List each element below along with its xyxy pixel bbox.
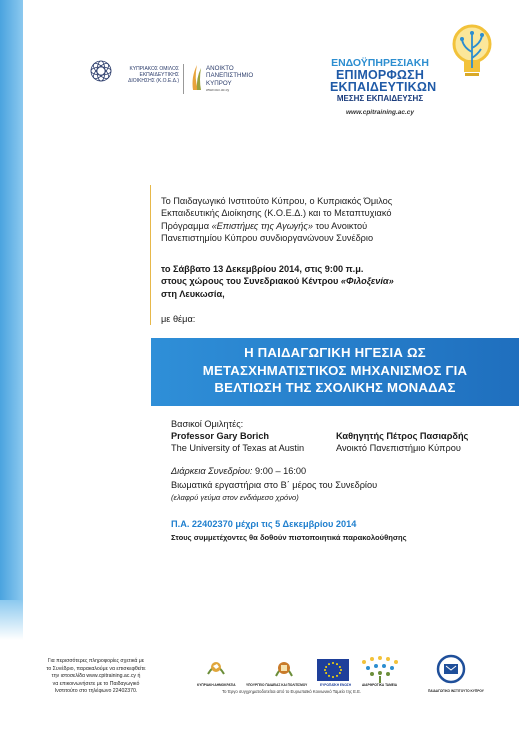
lightbulb-logo-icon (448, 22, 496, 87)
training-wordmark (330, 57, 437, 119)
conference-title (165, 344, 505, 397)
speaker2-affiliation: Ανοικτό Πανεπιστήμιο Κύπρου (336, 443, 461, 453)
theme-label: με θέμα: (161, 314, 196, 324)
speaker1-affiliation: The University of Texas at Austin (171, 443, 305, 453)
wordmark-line4: ΜΕΣΗΣ ΕΚΠΑΙΔΕΥΣΗΣ (336, 94, 424, 103)
wordmark-line2: ΕΠΙΜΟΡΦΩΣΗ (335, 68, 425, 82)
intro-line2: Εκπαιδευτικής Διοίκησης (Κ.Ο.Ε.Δ.) και το Μεταπτυχιακό (161, 208, 392, 219)
wordmark-url: www.cpitraining.ac.cy (345, 109, 415, 116)
workshops-note: Βιωματικά εργαστήρια στο Β΄ μέρος του Συνεδρίου (171, 480, 378, 490)
pedagogical-institute-logo-icon (436, 654, 466, 689)
koed-name: ΚΥΠΡΙΑΚΟΣ ΟΜΙΛΟΣ ΕΚΠΑΙΔΕΥΤΙΚΗΣ ΔΙΟΙΚΗΣΗΣ (Κ.Ο.Ε.Δ.) (128, 66, 179, 85)
title-line2: ΜΕΤΑΣΧΗΜΑΤΙΣΤΙΚΟΣ ΜΗΧΑΝΙΣΜΟΣ ΓΙΑ (202, 362, 468, 378)
wordmark-line3: ΕΚΠΑΙΔΕΥΤΙΚΩΝ (330, 80, 437, 94)
registration-deadline: Π.Α. 22402370 μέχρι τις 5 Δεκεμβρίου 2014 (171, 519, 357, 529)
certificate-note: Στους συμμετέχοντες θα δοθούν πιστοποιητικά παρακολούθησης (171, 533, 407, 542)
cyprus-emblem-icon (205, 656, 227, 683)
lunch-note: (ελαφρύ γεύμα στον ενδιάμεσο χρόνο) (171, 493, 299, 502)
eu-funding-note: Το Έργο συγχρηματοδοτείται από το Ευρωπαϊκό Κοινωνικό Ταμείο της Ε.Ε. (222, 689, 362, 694)
logo2-caption: ΥΠΟΥΡΓΕΙΟ ΠΑΙΔΕΙΑΣ ΚΑΙ ΠΟΛΙΤΙΣΜΟΥ (246, 683, 308, 687)
logo5-caption: ΠΑΙΔΑΓΩΓΙΚΟ ΙΝΣΤΙΤΟΥΤΟ ΚΥΠΡΟΥ (428, 689, 484, 693)
speakers-label: Βασικοί Ομιλητές: (171, 419, 244, 429)
ouc-logo (190, 62, 204, 97)
logo3-caption: ΕΥΡΩΠΑΪΚΗ ΕΝΩΣΗ (320, 683, 352, 687)
eu-flag-icon (317, 659, 349, 681)
left-accent-band (0, 0, 23, 600)
title-line3: ΒΕΛΤΙΩΣΗ ΤΗΣ ΣΧΟΛΙΚΗΣ ΜΟΝΑΔΑΣ (214, 380, 456, 395)
contact-info: Για περισσότερες πληροφορίες σχετικά με το Συνέδριο, παρακαλούμε να επισκεφθείτε την ιστοσελίδα www.cpitraining.ac.cy ή να επικοινωνήσετε με το Παιδαγωγικό Ινστιτούτο στο τηλέφωνο 22402370. (46, 658, 146, 694)
ouc-url: www.ouc.ac.cy (206, 88, 230, 92)
date-line2: στους χώρους του Συνεδριακού Κέντρου «Φιλοξενία» (161, 276, 394, 287)
intro-line1: Το Παιδαγωγικό Ινστιτούτο Κύπρου, ο Κυπριακός Όμιλος (161, 196, 393, 206)
date-venue (161, 263, 481, 300)
header-divider (183, 64, 184, 94)
koed-logo (88, 57, 114, 92)
intro-line3: Πρόγραμμα «Επιστήμες της Αγωγής» του Ανοικτού (161, 220, 368, 231)
logo4-caption: ΔΙΑΡΘΡΩΤΙΚΑ ΤΑΜΕΙΑ (362, 683, 398, 687)
duration: Διάρκεια Συνεδρίου: 9:00 – 16:00 (171, 466, 307, 476)
vertical-accent-line (150, 185, 151, 325)
speaker2-name: Καθηγητής Πέτρος Πασιαρδής (336, 431, 469, 441)
ministry-emblem-icon (273, 656, 295, 685)
intro-line4: Πανεπιστημίου Κύπρου συνδιοργανώνουν Συνέδριο (161, 233, 374, 244)
speaker1-name: Professor Gary Borich (171, 431, 270, 441)
title-line1: Η ΠΑΙΔΑΓΩΓΙΚΗ ΗΓΕΣΙΑ ΩΣ (244, 345, 426, 360)
date-line3: στη Λευκωσία, (161, 288, 225, 299)
date-line1: το Σάββατο 13 Δεκεμβρίου 2014, στις 9:00 π.μ. (161, 264, 364, 274)
intro-paragraph (161, 195, 466, 245)
left-accent-band-fade (0, 600, 23, 640)
ouc-name: ΑΝΟΙΚΤΟ ΠΑΝΕΠΙΣΤΗΜΙΟ ΚΥΠΡΟΥ (206, 65, 254, 87)
logo1-caption: ΚΥΠΡΙΑΚΗ ΔΗΜΟΚΡΑΤΙΑ (197, 683, 236, 687)
wordmark-line1: ΕΝΔΟΫΠΗΡΕΣΙΑΚΗ (331, 57, 429, 69)
